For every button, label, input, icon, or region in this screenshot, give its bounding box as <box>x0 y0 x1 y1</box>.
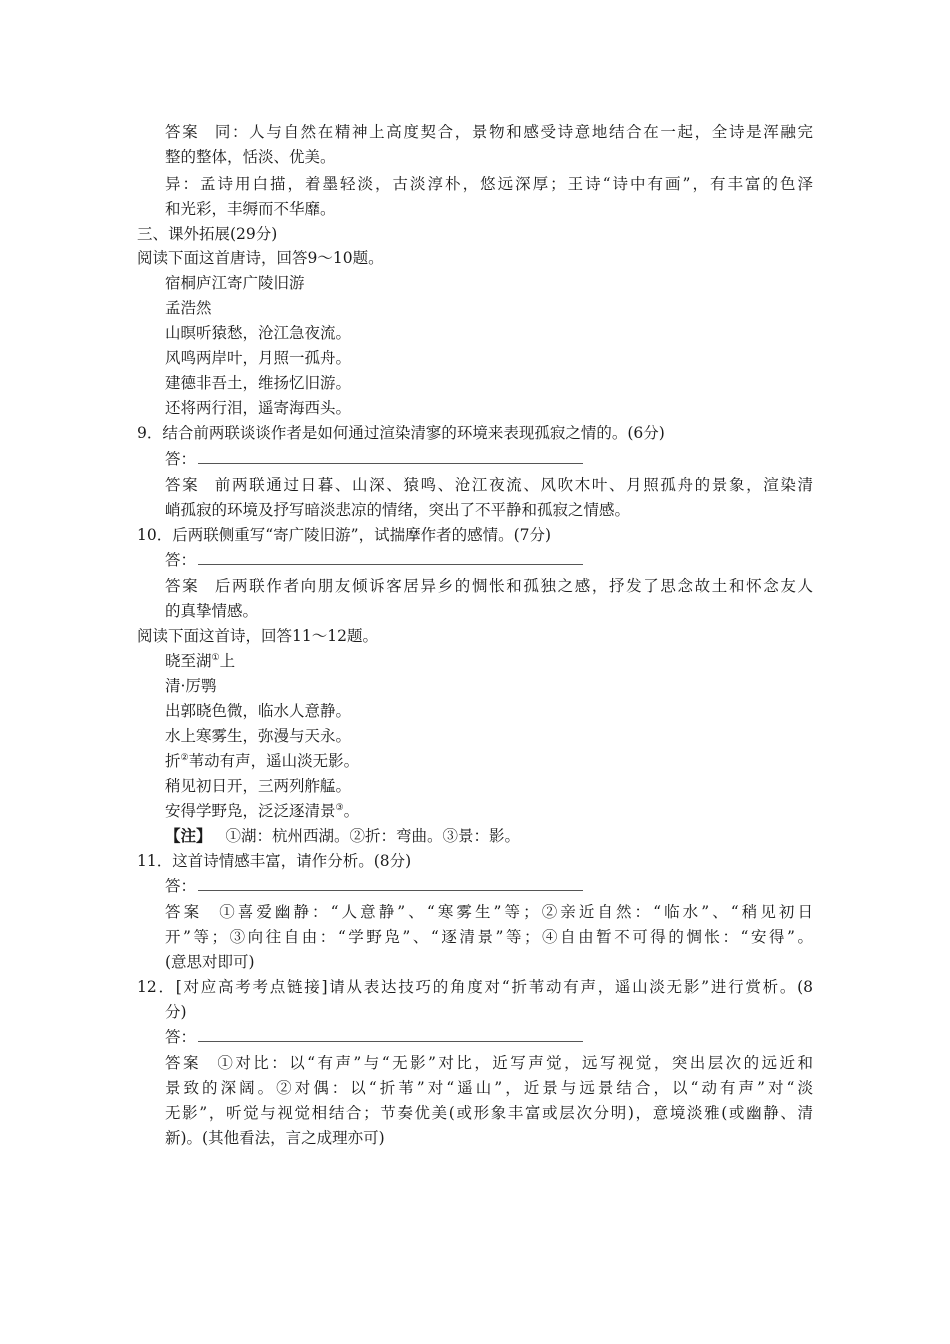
q10-answer-line-1: 答案 后两联作者向朋友倾诉客居异乡的惆怅和孤独之感，抒发了思念故土和怀念友人 <box>165 577 813 595</box>
poem2-line: 安得学野凫，泛泛逐清景③。 <box>165 802 360 820</box>
q11-answer-line-2: 开”等；③向往自由：“学野凫”、“逐清景”等；④自由暂不可得的惆怅：“安得”。 <box>165 928 813 946</box>
poem2-author: 清·厉鹗 <box>165 677 217 695</box>
q8-diff-line-2: 和光彩，丰缛而不华靡。 <box>165 200 336 218</box>
poem1-line: 风鸣两岸叶，月照一孤舟。 <box>165 349 352 367</box>
q8-answer-line-2: 整的整体，恬淡、优美。 <box>165 148 336 166</box>
q11-answer-line-3: (意思对即可) <box>165 953 255 971</box>
q9-question: 9．结合前两联谈谈作者是如何通过渲染清寥的环境来表现孤寂之情的。(6分) <box>137 424 665 442</box>
poem2-line: 水上寒雾生，弥漫与天永。 <box>165 727 352 745</box>
section-heading: 三、课外拓展(29分) <box>137 225 278 243</box>
q9-answer-line-1: 答案 前两联通过日暮、山深、猿鸣、沧江夜流、风吹木叶、月照孤舟的景象，渲染清 <box>165 476 813 494</box>
q11-reply: 答： <box>165 874 583 898</box>
poem1-line: 建德非吾土，维扬忆旧游。 <box>165 374 352 392</box>
poem2-title: 晓至湖①上 <box>165 652 236 670</box>
q12-question-line-2: 分) <box>165 1003 187 1021</box>
q12-question-line-1: 12．[对应高考考点链接]请从表达技巧的角度对“折苇动有声，遥山淡无影”进行赏析。(8 <box>137 978 813 996</box>
q12-answer-line-4: 新)。(其他看法，言之成理亦可) <box>165 1129 385 1147</box>
q8-answer-line-1: 答案 同：人与自然在精神上高度契合，景物和感受诗意地结合在一起，全诗是浑融完 <box>165 123 813 141</box>
q10-answer-line-2: 的真挚情感。 <box>165 602 259 620</box>
q12-answer-line-3: 无影”，听觉与视觉相结合；节奏优美(或形象丰富或层次分明)，意境淡雅(或幽静、清 <box>165 1104 813 1122</box>
poem2-line: 折②苇动有声，遥山淡无影。 <box>165 752 360 770</box>
q11-answer-blank[interactable] <box>198 876 583 891</box>
q9-answer-blank[interactable] <box>198 449 583 464</box>
q10-question: 10．后两联侧重写“寄广陵旧游”，试揣摩作者的感情。(7分) <box>137 526 552 544</box>
poem1-title: 宿桐庐江寄广陵旧游 <box>165 274 305 292</box>
q9-answer-line-2: 峭孤寂的环境及抒写暗淡悲凉的情绪，突出了不平静和孤寂之情感。 <box>165 501 631 519</box>
q12-answer-blank[interactable] <box>198 1027 583 1042</box>
poem1-author: 孟浩然 <box>165 299 212 317</box>
poem2-line: 出郭晓色微，临水人意静。 <box>165 702 352 720</box>
q8-diff-line-1: 异：孟诗用白描，着墨轻淡，古淡淳朴，悠远深厚；王诗“诗中有画”，有丰富的色泽 <box>165 175 813 193</box>
q11-answer-line-1: 答案 ①喜爱幽静：“人意静”、“寒雾生”等；②亲近自然：“临水”、“稍见初日 <box>165 903 813 921</box>
q11-question: 11．这首诗情感丰富，请作分析。(8分) <box>137 852 412 870</box>
poem1-intro: 阅读下面这首唐诗，回答9～10题。 <box>137 249 384 267</box>
q12-answer-line-1: 答案 ①对比：以“有声”与“无影”对比，近写声觉，远写视觉，突出层次的远近和 <box>165 1054 813 1072</box>
q10-answer-blank[interactable] <box>198 550 583 565</box>
poem1-line: 还将两行泪，遥寄海西头。 <box>165 399 352 417</box>
poem1-line: 山暝听猿愁，沧江急夜流。 <box>165 324 352 342</box>
q9-reply: 答： <box>165 447 583 471</box>
poem2-intro: 阅读下面这首诗，回答11～12题。 <box>137 627 378 645</box>
poem2-line: 稍见初日开，三两列舴艋。 <box>165 777 352 795</box>
q12-answer-line-2: 景致的深阔。②对偶：以“折苇”对“遥山”，近景与远景结合，以“动有声”对“淡 <box>165 1079 813 1097</box>
poem2-note: 【注】 ①湖：杭州西湖。②折：弯曲。③景：影。 <box>165 826 521 845</box>
q10-reply: 答： <box>165 548 583 572</box>
q12-reply: 答： <box>165 1025 583 1049</box>
